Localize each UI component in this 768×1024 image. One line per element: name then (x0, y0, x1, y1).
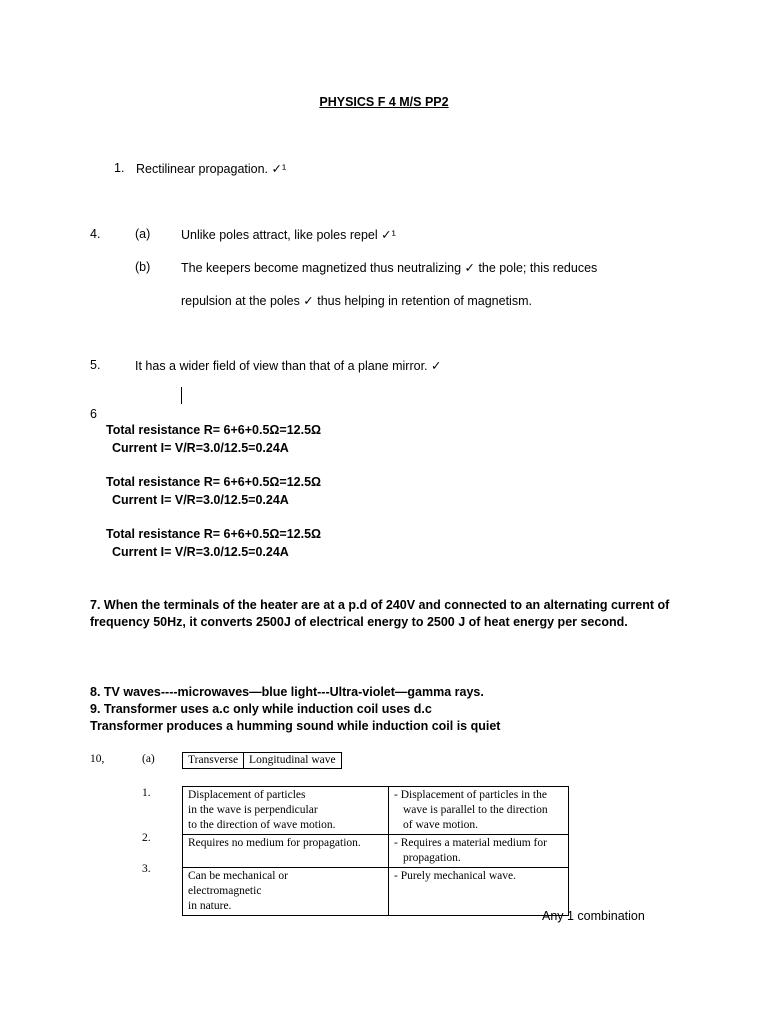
transverse-cell (183, 868, 389, 916)
cell-line: Displacement of particles (188, 789, 306, 801)
table-row (183, 868, 569, 916)
row-number: 2. (142, 832, 151, 844)
q6-resistance-line: Total resistance R= 6+6+0.5Ω=12.5Ω (106, 423, 322, 437)
q4-number: 4. (90, 227, 101, 241)
row-number: 1. (142, 787, 151, 799)
header-transverse: Transverse (183, 753, 244, 769)
header-longitudinal: Longitudinal wave (244, 753, 342, 769)
q5-number: 5. (90, 358, 101, 372)
q4b-answer-line2: repulsion at the poles ✓ thus helping in retention of magnetism. (181, 294, 532, 308)
q6-number: 6 (90, 407, 97, 421)
cell-line: Requires no medium for propagation. (188, 837, 361, 849)
cell-line: electromagnetic (188, 885, 262, 897)
row-number: 3. (142, 863, 151, 875)
cell-line: in the wave is perpendicular (188, 804, 318, 816)
q6-current-line: Current I= V/R=3.0/12.5=0.24A (112, 441, 289, 455)
longitudinal-cell (389, 835, 569, 868)
transverse-cell (183, 835, 389, 868)
cell-line: - Requires a material medium for (394, 837, 547, 849)
transverse-cell (183, 787, 389, 835)
cell-line: wave is parallel to the direction (403, 804, 548, 816)
cell-line: in nature. (188, 900, 232, 912)
q10-number: 10, (90, 753, 105, 765)
q4a-label: (a) (135, 227, 151, 241)
cell-line: - Purely mechanical wave. (394, 870, 516, 882)
q5-answer: It has a wider field of view than that of a plane mirror. ✓ (135, 359, 442, 373)
q6-resistance-line: Total resistance R= 6+6+0.5Ω=12.5Ω (106, 527, 322, 541)
q1-answer: Rectilinear propagation. ✓¹ (136, 162, 287, 176)
q4b-answer-line1: The keepers become magnetized thus neutralizing ✓ the pole; this reduces (181, 261, 598, 275)
cell-line: of wave motion. (403, 819, 479, 831)
q10a-label: (a) (142, 753, 155, 765)
longitudinal-cell (389, 787, 569, 835)
q7-answer-line2: frequency 50Hz, it converts 2500J of electrical energy to 2500 J of heat energy per second. (90, 615, 628, 629)
table-row (183, 787, 569, 835)
page-title: PHYSICS F 4 M/S PP2 (319, 95, 449, 109)
wave-type-header-table (182, 752, 342, 769)
cell-line: - Displacement of particles in the (394, 789, 547, 801)
q9-answer-line2: Transformer produces a humming sound while induction coil is quiet (90, 719, 501, 733)
cell-line: to the direction of wave motion. (188, 819, 336, 831)
q8-answer: 8. TV waves----microwaves—blue light---Ultra-violet—gamma rays. (90, 685, 484, 699)
q4a-answer: Unlike poles attract, like poles repel ✓¹ (181, 228, 396, 242)
q4b-label: (b) (135, 260, 151, 274)
q6-current-line: Current I= V/R=3.0/12.5=0.24A (112, 493, 289, 507)
combination-note: Any 1 combination (542, 909, 645, 923)
text-cursor (181, 387, 182, 404)
cell-line: propagation. (403, 852, 461, 864)
table-row (183, 835, 569, 868)
q1-number: 1. (114, 161, 125, 175)
cell-line: Can be mechanical or (188, 870, 288, 882)
q9-answer-line1: 9. Transformer uses a.c only while induction coil uses d.c (90, 702, 432, 716)
wave-comparison-table (182, 786, 569, 916)
q7-answer-line1: 7. When the terminals of the heater are at a p.d of 240V and connected to an alternating current of (90, 598, 670, 612)
q6-resistance-line: Total resistance R= 6+6+0.5Ω=12.5Ω (106, 475, 322, 489)
q6-current-line: Current I= V/R=3.0/12.5=0.24A (112, 545, 289, 559)
